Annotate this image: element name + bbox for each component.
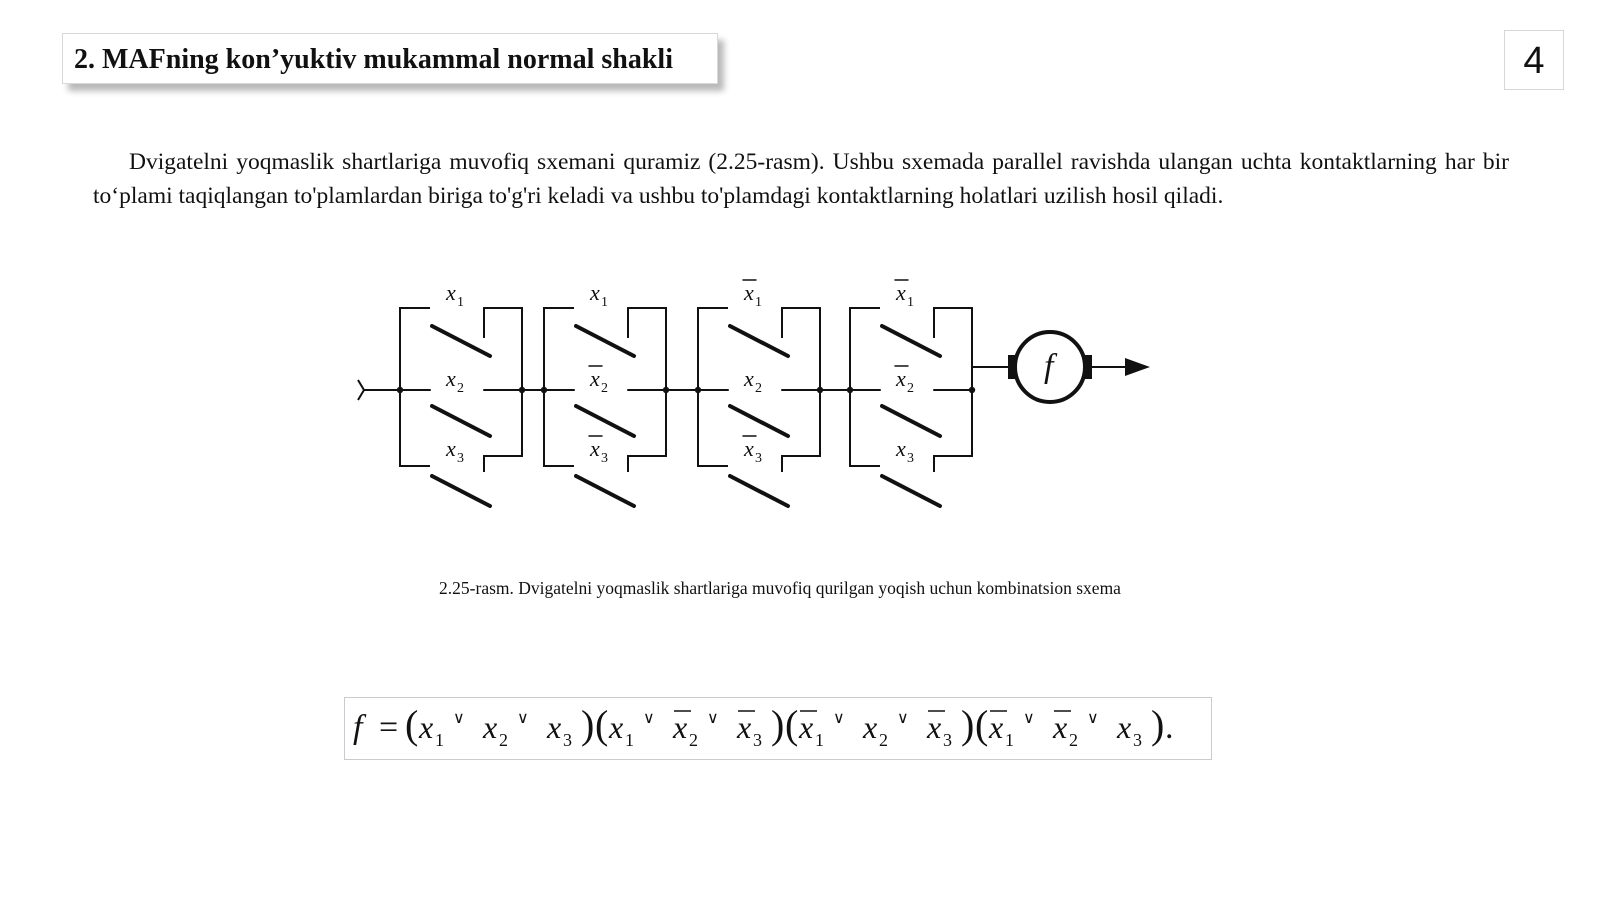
contact-subscript: 2 (601, 381, 608, 396)
formula-open-paren-1: ( (405, 702, 419, 747)
formula-subscript: 3 (1133, 730, 1142, 750)
body-paragraph (93, 145, 1509, 213)
contact-variable: x (590, 366, 600, 391)
contact-variable: x (446, 366, 456, 391)
formula-variable: x (609, 709, 624, 745)
formula-subscript: 1 (1005, 730, 1014, 750)
left-bus-1 (400, 308, 430, 466)
contact-variable: x (590, 280, 600, 305)
contact-blade-2-3 (576, 476, 634, 506)
contact-variable: x (896, 436, 906, 461)
junction-dot (847, 387, 853, 393)
contact-blade-1-2 (432, 406, 490, 436)
left-bus-3 (698, 308, 728, 466)
contact-label-4-1 (895, 280, 914, 310)
formula-open-paren-3: ( (785, 702, 799, 747)
formula-variable: x (419, 709, 434, 745)
contact-subscript: 3 (755, 451, 762, 466)
contact-label-4-2 (895, 366, 914, 396)
formula-or-symbol: ∨ (1087, 710, 1099, 727)
formula-subscript: 2 (689, 730, 698, 750)
page-number: 4 (1504, 30, 1564, 90)
figure-caption: 2.25-rasm. Dvigatelni yoqmaslik shartlariga muvofiq qurilgan yoqish uchun kombinatsion sxema (439, 578, 1121, 598)
formula-variable: x (547, 709, 562, 745)
contact-blade-4-1 (882, 326, 940, 356)
contact-subscript: 1 (457, 295, 464, 310)
contact-label-4-3 (895, 436, 914, 466)
formula-or-symbol: ∨ (707, 710, 719, 727)
contact-blade-1-3 (432, 476, 490, 506)
contact-subscript: 3 (457, 451, 464, 466)
formula-or-symbol: ∨ (453, 710, 465, 727)
contact-subscript: 1 (907, 295, 914, 310)
formula-or-symbol: ∨ (517, 710, 529, 727)
formula-subscript: 1 (625, 730, 634, 750)
contact-subscript: 2 (907, 381, 914, 396)
contact-label-2-3 (589, 436, 608, 466)
formula-subscript: 2 (879, 730, 888, 750)
motor-label: f (1044, 348, 1054, 385)
contact-label-2-1 (589, 280, 608, 310)
formula-or-symbol: ∨ (1023, 710, 1035, 727)
formula-subscript: 3 (943, 730, 952, 750)
formula-subscript: 1 (815, 730, 824, 750)
junction-dot (695, 387, 701, 393)
formula-close-paren-1: ) (581, 702, 595, 747)
contact-label-1-3 (445, 436, 464, 466)
formula-subscript: 1 (435, 730, 444, 750)
contact-label-1-2 (445, 366, 464, 396)
contact-variable: x (896, 366, 906, 391)
formula-close-paren-2: ) (771, 702, 785, 747)
contact-variable: x (590, 436, 600, 461)
contact-blade-1-1 (432, 326, 490, 356)
contact-subscript: 3 (907, 451, 914, 466)
formula-variable: x (799, 709, 814, 745)
formula-box (344, 697, 1212, 760)
contact-blade-3-2 (730, 406, 788, 436)
relay-circuit-diagram (350, 270, 1180, 540)
formula-variable: x (1117, 709, 1132, 745)
section-title-box (62, 33, 718, 84)
paragraph-text: Dvigatelni yoqmaslik shartlariga muvofiq sxemani quramiz (2.25-rasm). Ushbu sxemada parallel ravishda ulangan uchta kontaktlarning har bir to‘plami taqiqlangan to'plamlardan biriga to'g'ri keladi va ushbu to'plamdagi kontaktlarning holatlari uzilish hosil qiladi. (93, 149, 1509, 209)
contact-blade-4-3 (882, 476, 940, 506)
contact-subscript: 3 (601, 451, 608, 466)
motor-terminal-right (1084, 355, 1092, 379)
contact-label-3-3 (743, 436, 762, 466)
formula-subscript: 3 (753, 730, 762, 750)
formula-variable: x (989, 709, 1004, 745)
section-title: 2. MAFning kon’yuktiv mukammal normal shakli (74, 44, 673, 75)
formula-variable: x (673, 709, 688, 745)
contact-blade-2-2 (576, 406, 634, 436)
contact-variable: x (446, 280, 456, 305)
formula-open-paren-2: ( (595, 702, 609, 747)
left-bus-2 (544, 308, 574, 466)
contact-label-3-1 (743, 280, 762, 310)
formula-variable: x (863, 709, 878, 745)
junction-dot (969, 387, 975, 393)
formula-subscript: 3 (563, 730, 572, 750)
contact-variable: x (744, 366, 754, 391)
contact-variable: x (446, 436, 456, 461)
formula-close-paren-3: ) (961, 702, 975, 747)
output-arrow (1125, 358, 1150, 376)
ckmnf-formula (345, 698, 1213, 761)
formula-variable: x (737, 709, 752, 745)
formula-or-symbol: ∨ (897, 710, 909, 727)
contact-label-1-1 (445, 280, 464, 310)
contact-variable: x (744, 280, 754, 305)
contact-label-2-2 (589, 366, 608, 396)
formula-open-paren-4: ( (975, 702, 989, 747)
formula-equals: = (379, 709, 399, 746)
contact-blade-3-3 (730, 476, 788, 506)
contact-variable: x (744, 436, 754, 461)
contact-subscript: 2 (457, 381, 464, 396)
contact-blade-3-1 (730, 326, 788, 356)
junction-dot (541, 387, 547, 393)
contact-subscript: 2 (755, 381, 762, 396)
formula-or-symbol: ∨ (643, 710, 655, 727)
formula-terminator: . (1165, 709, 1174, 746)
formula-variable: x (483, 709, 498, 745)
contact-blade-2-1 (576, 326, 634, 356)
contact-blade-4-2 (882, 406, 940, 436)
junction-dot (397, 387, 403, 393)
formula-variable: x (927, 709, 942, 745)
contact-subscript: 1 (755, 295, 762, 310)
formula-lhs: f (353, 709, 363, 746)
contact-label-3-2 (743, 366, 762, 396)
formula-subscript: 2 (499, 730, 508, 750)
contact-variable: x (896, 280, 906, 305)
contact-subscript: 1 (601, 295, 608, 310)
formula-or-symbol: ∨ (833, 710, 845, 727)
left-bus-4 (850, 308, 880, 466)
formula-close-paren-4: ) (1151, 702, 1165, 747)
formula-variable: x (1053, 709, 1068, 745)
formula-subscript: 2 (1069, 730, 1078, 750)
